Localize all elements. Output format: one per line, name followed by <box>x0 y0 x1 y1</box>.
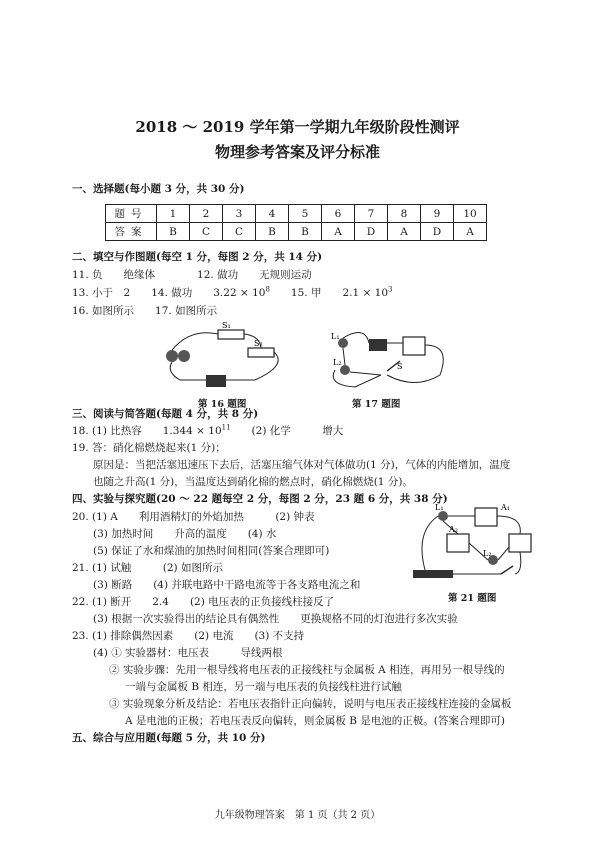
answer-15: 15. 甲 2.1 × 10 <box>269 287 389 299</box>
table-cell: C <box>223 223 256 241</box>
circuit-figure-16 <box>160 320 290 395</box>
answer-line-21-3: (3) 断路 (4) 并联电路中干路电流等于各支路电流之和 <box>93 579 361 591</box>
page-subtitle: 物理参考答案及评分标准 <box>214 143 380 161</box>
section-1-heading: 一、选择题(每小题 3 分，共 30 分) <box>72 183 245 195</box>
table-cell: D <box>355 223 388 241</box>
answer-line-18 <box>72 424 343 438</box>
answer-line-23-steps: ② 实验步骤：先用一根导线将电压表的正接线柱与金属板 A 相连，再用另一根导线的 <box>109 664 505 676</box>
table-header-cell: 答案 <box>106 223 157 241</box>
label-l1: L₁ <box>331 332 340 341</box>
answer-line-23-1: 23. (1) 排除偶然因素 (2) 电流 (3) 不支持 <box>72 630 305 642</box>
answer-19-reason: 原因是：当把活塞迅速压下去后，活塞压缩气体对气体做功(1 分)，气体的内能增加，温度 <box>93 459 511 471</box>
exponent: 11 <box>221 423 231 432</box>
answer-line-22-1: 22. (1) 断开 2.4 (2) 电压表的正负接线柱接反了 <box>72 596 335 608</box>
answer-line-20-5: (5) 保证了水和煤油的加热时间相同(答案合理即可) <box>93 545 330 557</box>
section-3-heading: 三、阅读与简答题(每题 4 分，共 8 分) <box>72 408 259 420</box>
table-cell: C <box>190 223 223 241</box>
answer-line-20-3: (3) 加热时间 升高的温度 (4) 水 <box>93 528 277 540</box>
table-row <box>106 205 487 223</box>
table-cell: 1 <box>157 205 190 223</box>
label-s: S <box>397 362 403 371</box>
answer-line-23-steps-cont: 一端与金属板 B 相连，另一端与电压表的负接线柱进行试触 <box>125 681 402 693</box>
section-5-heading: 五、综合与应用题(每题 5 分，共 10 分) <box>72 732 266 744</box>
answer-18-1: 18. (1) 比热容 1.344 × 10 <box>72 425 222 437</box>
answer-line-20-1: 20. (1) A 利用酒精灯的外焰加热 (2) 钟表 <box>72 511 315 523</box>
switch-icon <box>501 566 513 574</box>
exponent: 3 <box>388 285 393 294</box>
switch-s2-icon <box>248 348 274 357</box>
figure-21-caption: 第 21 题图 <box>448 593 497 604</box>
table-cell: 2 <box>190 205 223 223</box>
label-l1: L₁ <box>435 503 444 512</box>
answer-line-21-1: 21. (1) 试触 (2) 如图所示 <box>72 562 223 574</box>
ammeter-a1-icon <box>475 508 497 526</box>
answer-line-16-17: 16. 如图所示 17. 如图所示 <box>72 305 218 317</box>
answer-13-14: 13. 小于 2 14. 做功 3.22 × 10 <box>72 287 266 299</box>
bulb-icon <box>178 350 190 362</box>
page-title: 2018 ～ 2019 学年第一学期九年级阶段性测评 <box>135 118 460 136</box>
figure-17-caption: 第 17 题图 <box>352 399 401 410</box>
ammeter-a-icon <box>509 534 531 552</box>
table-header-cell: 题号 <box>106 205 157 223</box>
figure-16-caption: 第 16 题图 <box>198 399 247 410</box>
section-2-heading: 二、填空与作图题(每空 1 分，每图 2 分，共 14 分) <box>72 251 323 263</box>
answer-line-23-4: (4) ① 实验器材：电压表 导线两根 <box>93 647 283 659</box>
battery-icon <box>369 339 387 351</box>
meter-icon <box>403 337 425 355</box>
section-4-heading: 四、实验与探究题(20 ～ 22 题每空 2 分，每图 2 分，23 题 6 分，共 38 分) <box>72 493 448 505</box>
battery-icon <box>413 570 453 578</box>
table-cell: B <box>256 223 289 241</box>
exponent: 8 <box>265 285 270 294</box>
battery-icon <box>206 375 226 387</box>
answer-line-22-3: (3) 根据一次实验得出的结论具有偶然性 更换规格不同的灯泡进行多次实验 <box>93 613 458 625</box>
label-l2: L₂ <box>483 549 492 558</box>
circuit-figure-21 <box>405 502 540 587</box>
table-cell: 3 <box>223 205 256 223</box>
label-s2: S₂ <box>254 339 263 348</box>
table-cell: 6 <box>322 205 355 223</box>
table-cell: A <box>322 223 355 241</box>
table-cell: 9 <box>421 205 454 223</box>
bulb-l1-icon <box>438 511 448 521</box>
answer-line-23-analysis: ③ 实验现象分析及结论：若电压表指针正向偏转，说明与电压表正接线柱连接的金属板 <box>109 698 512 710</box>
table-cell: 8 <box>388 205 421 223</box>
circuit-figure-17 <box>325 325 455 395</box>
table-cell: 7 <box>355 205 388 223</box>
answer-line-19: 19. 答：硝化棉燃烧起来(1 分)； <box>72 442 226 454</box>
table-cell: B <box>157 223 190 241</box>
answer-19-reason-cont: 也随之升高(1 分)，当温度达到硝化棉的燃点时，硝化棉燃烧(1 分)。 <box>93 476 413 488</box>
switch-s1-icon <box>218 330 244 339</box>
answer-table <box>105 204 487 241</box>
table-cell: B <box>289 223 322 241</box>
table-cell: D <box>421 223 454 241</box>
answer-18-2: (2) 化学 增大 <box>230 425 344 437</box>
answer-line-13-15 <box>72 286 392 300</box>
table-cell: 4 <box>256 205 289 223</box>
ammeter-a2-icon <box>447 534 469 552</box>
table-cell: 5 <box>289 205 322 223</box>
table-cell: A <box>388 223 421 241</box>
bulb-icon <box>166 350 178 362</box>
table-row <box>106 223 487 241</box>
label-s1: S₁ <box>222 321 231 330</box>
label-a2: A₂ <box>449 525 458 534</box>
answer-line-11-12: 11. 负 绝缘体 12. 做功 无规则运动 <box>72 269 312 281</box>
label-l2: L₂ <box>333 358 342 367</box>
answer-line-23-analysis-cont: A 是电池的正极；若电压表反向偏转，则金属板 B 是电池的正极。(答案合理即可) <box>125 715 506 727</box>
table-cell: A <box>454 223 487 241</box>
table-cell: 10 <box>454 205 487 223</box>
label-a1: A₁ <box>501 503 510 512</box>
page-footer: 九年级物理答案 第 1 页（共 2 页） <box>214 810 381 821</box>
